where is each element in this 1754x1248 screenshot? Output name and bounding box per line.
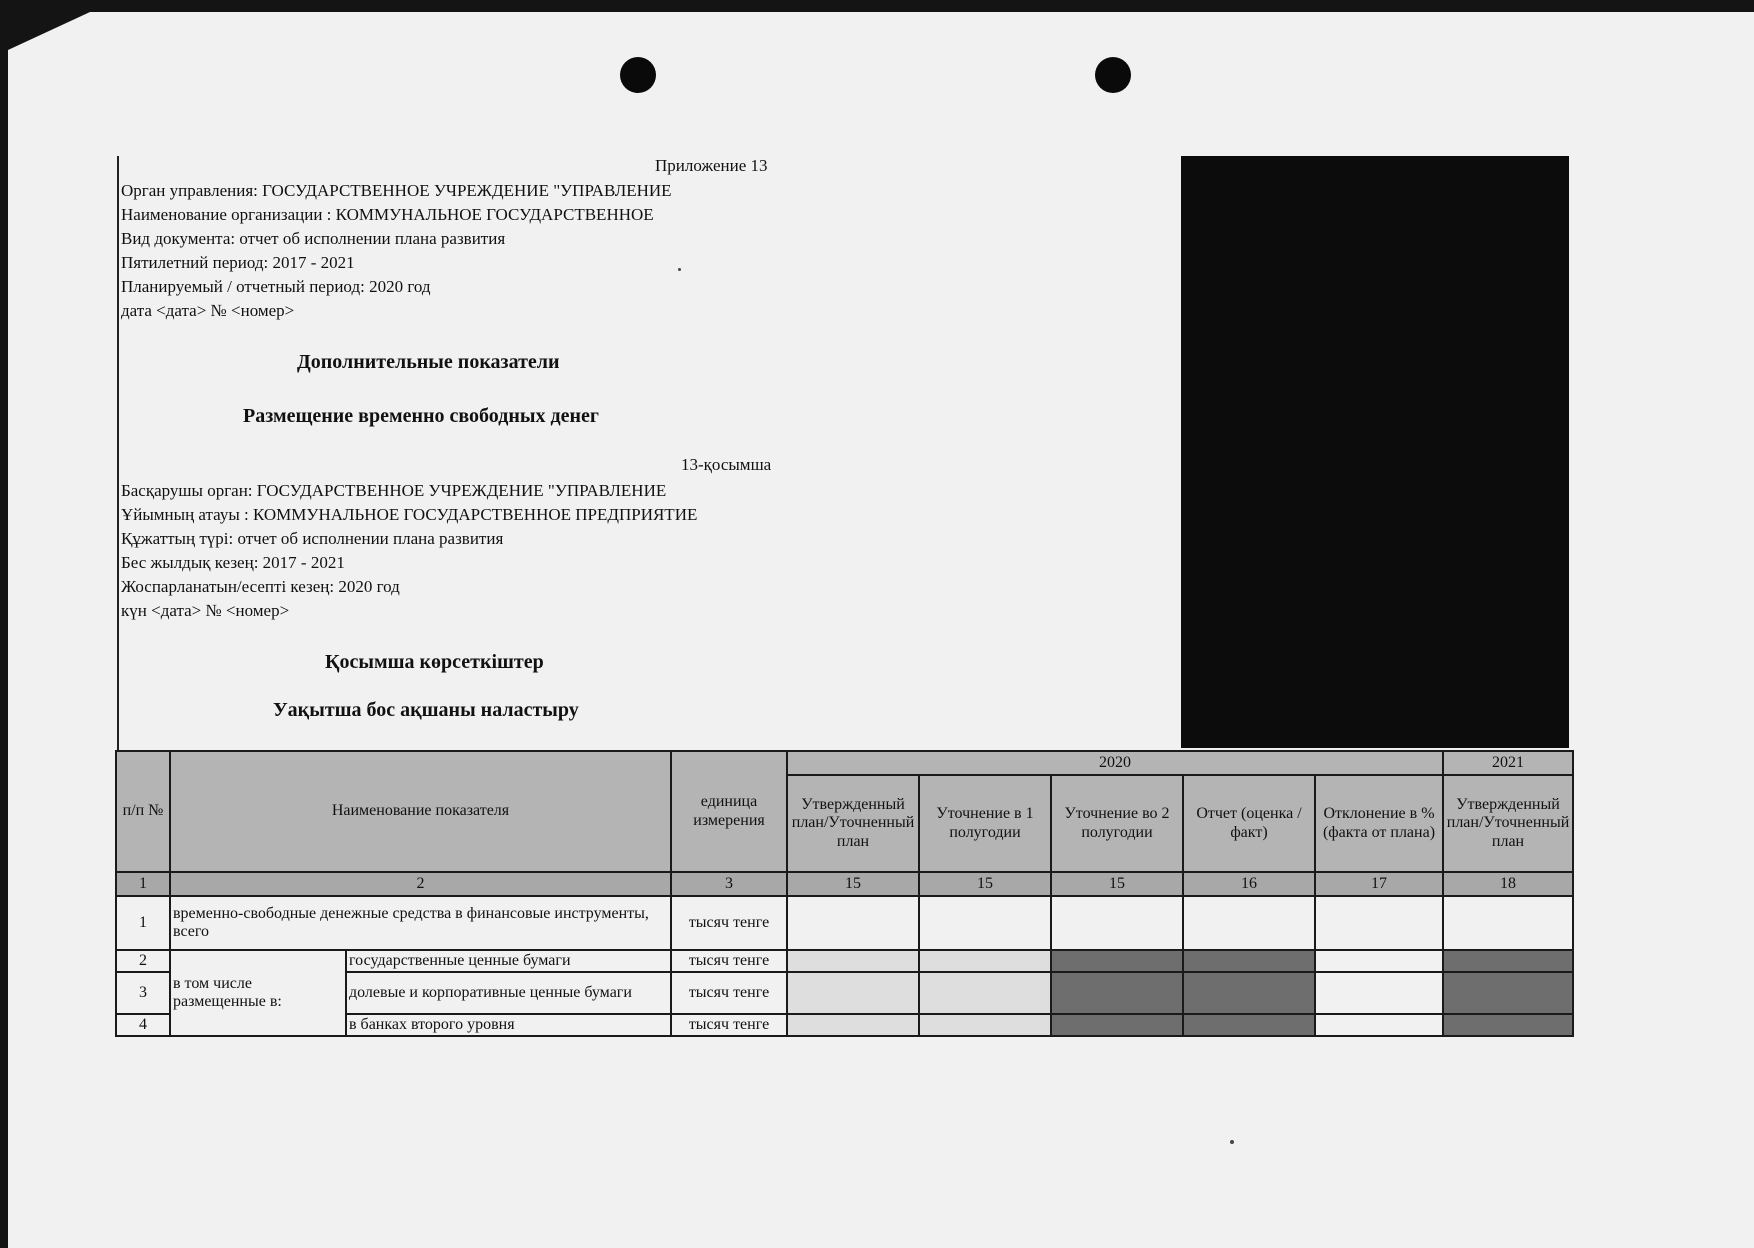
organ-kz: Басқарушы орган: ГОСУДАРСТВЕННОЕ УЧРЕЖДЕНИЕ "УПРАВЛЕНИЕ <box>121 481 667 500</box>
org-name-ru: Наименование организации : КОММУНАЛЬНОЕ ГОСУДАРСТВЕННОЕ <box>121 205 654 224</box>
header-h2-revision: Уточнение во 2 полугодии <box>1051 775 1183 872</box>
shaded-cell <box>1183 972 1315 1014</box>
header-unit: единица измерения <box>671 751 787 872</box>
row-num: 3 <box>116 972 170 1014</box>
value-cell[interactable] <box>919 1014 1051 1036</box>
column-number: 17 <box>1315 872 1443 896</box>
scan-speck <box>678 268 681 271</box>
period-plan-kz: Жоспарланатын/есепті кезең: 2020 год <box>121 577 400 596</box>
scan-speck <box>1230 1140 1234 1144</box>
shaded-cell <box>1051 950 1183 972</box>
row-unit: тысяч тенге <box>671 972 787 1014</box>
appendix-label-kz: 13-қосымша <box>681 455 772 474</box>
table-row <box>116 950 1573 972</box>
row-name: долевые и корпоративные ценные бумаги <box>346 972 671 1014</box>
table-row <box>116 896 1573 950</box>
heading-additional-ru: Дополнительные показатели <box>297 351 560 373</box>
value-cell[interactable] <box>1183 896 1315 950</box>
value-cell[interactable] <box>787 972 919 1014</box>
column-numbers-row <box>116 872 1573 896</box>
punch-hole-left <box>620 57 656 93</box>
column-number: 15 <box>919 872 1051 896</box>
column-number: 1 <box>116 872 170 896</box>
value-cell[interactable] <box>787 1014 919 1036</box>
shaded-cell <box>1443 1014 1573 1036</box>
row-group-label: в том числе размещенные в: <box>170 950 346 1036</box>
column-number: 15 <box>1051 872 1183 896</box>
period5-kz: Бес жылдық кезең: 2017 - 2021 <box>121 553 345 572</box>
value-cell[interactable] <box>1443 896 1573 950</box>
value-cell[interactable] <box>1315 950 1443 972</box>
shaded-cell <box>1051 1014 1183 1036</box>
header-report: Отчет (оценка / факт) <box>1183 775 1315 872</box>
column-number: 15 <box>787 872 919 896</box>
row-unit: тысяч тенге <box>671 1014 787 1036</box>
value-cell[interactable] <box>1051 896 1183 950</box>
value-cell[interactable] <box>787 896 919 950</box>
appendix-label-ru: Приложение 13 <box>655 156 768 175</box>
row-name: в банках второго уровня <box>346 1014 671 1036</box>
column-number: 16 <box>1183 872 1315 896</box>
header-deviation: Отклонение в % (факта от плана) <box>1315 775 1443 872</box>
column-number: 18 <box>1443 872 1573 896</box>
header-approved-plan-2021: Утвержденный план/Уточненный план <box>1443 775 1573 872</box>
organ-ru: Орган управления: ГОСУДАРСТВЕННОЕ УЧРЕЖДЕНИЕ "УПРАВЛЕНИЕ <box>121 181 672 200</box>
org-name-kz: Ұйымның атауы : КОММУНАЛЬНОЕ ГОСУДАРСТВЕННОЕ ПРЕДПРИЯТИЕ <box>121 505 698 524</box>
period-plan-ru: Планируемый / отчетный период: 2020 год <box>121 277 431 296</box>
row-num: 1 <box>116 896 170 950</box>
redacted-area <box>1181 156 1569 748</box>
shaded-cell <box>1051 972 1183 1014</box>
heading-additional-kz: Қосымша көрсеткіштер <box>325 651 544 673</box>
punch-hole-right <box>1095 57 1131 93</box>
column-number: 3 <box>671 872 787 896</box>
value-cell[interactable] <box>919 950 1051 972</box>
shaded-cell <box>1183 950 1315 972</box>
row-name: временно-свободные денежные средства в финансовые инструменты, всего <box>170 896 671 950</box>
doc-type-kz: Құжаттың түрі: отчет об исполнении плана развития <box>121 529 504 548</box>
header-year-2020: 2020 <box>787 751 1443 775</box>
date-no-kz: күн <дата> № <номер> <box>121 601 290 620</box>
heading-placement-ru: Размещение временно свободных денег <box>243 405 599 427</box>
row-num: 4 <box>116 1014 170 1036</box>
header-h1-revision: Уточнение в 1 полугодии <box>919 775 1051 872</box>
shaded-cell <box>1183 1014 1315 1036</box>
value-cell[interactable] <box>919 972 1051 1014</box>
row-unit: тысяч тенге <box>671 950 787 972</box>
value-cell[interactable] <box>1315 1014 1443 1036</box>
row-num: 2 <box>116 950 170 972</box>
shaded-cell <box>1443 972 1573 1014</box>
date-no-ru: дата <дата> № <номер> <box>121 301 295 320</box>
header-approved-plan: Утвержденный план/Уточненный план <box>787 775 919 872</box>
doc-type-ru: Вид документа: отчет об исполнении плана развития <box>121 229 506 248</box>
heading-placement-kz: Уақытша бос ақшаны наластыру <box>273 699 579 721</box>
column-number: 2 <box>170 872 671 896</box>
period5-ru: Пятилетний период: 2017 - 2021 <box>121 253 355 272</box>
value-cell[interactable] <box>919 896 1051 950</box>
value-cell[interactable] <box>1315 972 1443 1014</box>
row-name: государственные ценные бумаги <box>346 950 671 972</box>
indicators-table <box>115 750 1574 1037</box>
value-cell[interactable] <box>787 950 919 972</box>
row-unit: тысяч тенге <box>671 896 787 950</box>
header-num: п/п № <box>116 751 170 872</box>
header-year-2021: 2021 <box>1443 751 1573 775</box>
shaded-cell <box>1443 950 1573 972</box>
left-border-line <box>117 156 119 750</box>
value-cell[interactable] <box>1315 896 1443 950</box>
header-indicator-name: Наименование показателя <box>170 751 671 872</box>
